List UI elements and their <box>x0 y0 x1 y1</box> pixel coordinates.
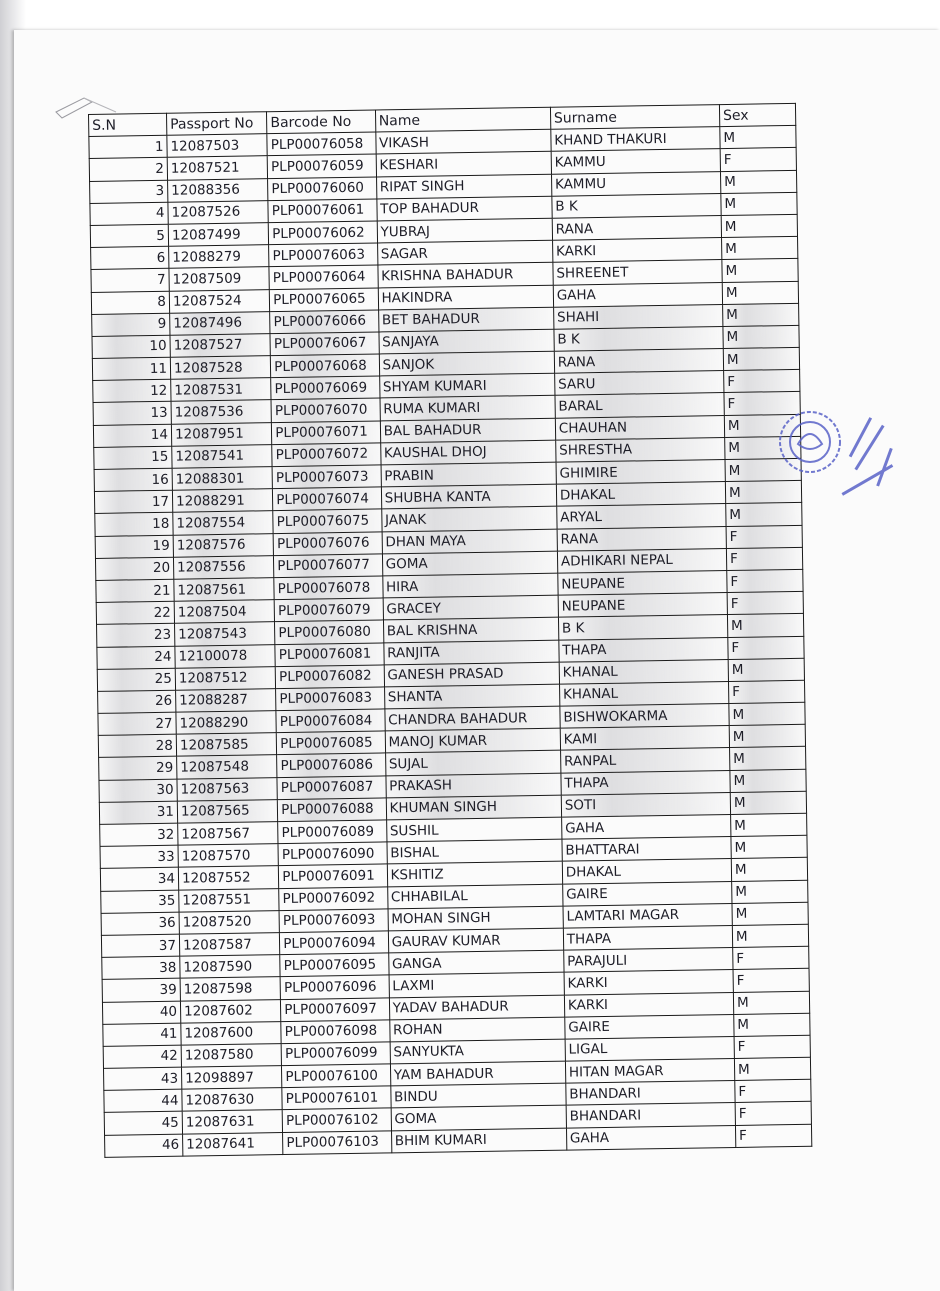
cell-sex: M <box>734 1057 810 1080</box>
cell-sex: M <box>720 126 796 149</box>
cell-surname: GAIRE <box>565 1014 734 1039</box>
cell-barcode-no: PLP00076075 <box>273 509 382 533</box>
cell-sex: M <box>720 170 796 193</box>
cell-surname: KARKI <box>564 992 733 1017</box>
cell-sex: M <box>721 214 797 237</box>
cell-surname: RANA <box>557 526 726 551</box>
cell-barcode-no: PLP00076085 <box>276 731 385 755</box>
cell-surname: PARAJULI <box>564 948 733 973</box>
cell-sn: 35 <box>101 890 179 913</box>
cell-name: KRISHNA BAHADUR <box>378 263 554 288</box>
cell-passport-no: 12088290 <box>176 711 277 735</box>
cell-surname: BHATTARAI <box>562 837 731 862</box>
cell-barcode-no: PLP00076095 <box>280 953 389 977</box>
cell-barcode-no: PLP00076078 <box>274 576 383 600</box>
cell-sex: F <box>727 569 803 592</box>
cell-barcode-no: PLP00076069 <box>271 376 380 400</box>
cell-surname: KARKI <box>552 238 721 263</box>
cell-surname: KARKI <box>564 970 733 995</box>
cell-sex: F <box>724 370 800 393</box>
cell-name: GOMA <box>382 551 558 576</box>
header-barcode-no: Barcode No <box>267 110 376 134</box>
cell-sn: 43 <box>103 1067 181 1090</box>
cell-passport-no: 12087951 <box>171 422 272 446</box>
cell-sn: 24 <box>97 646 175 669</box>
cell-passport-no: 12087570 <box>178 844 279 868</box>
cell-sn: 44 <box>104 1089 182 1112</box>
cell-sex: M <box>723 325 799 348</box>
cell-barcode-no: PLP00076083 <box>276 687 385 711</box>
cell-name: JANAK <box>381 507 557 532</box>
cell-sex: M <box>723 303 799 326</box>
cell-surname: B K <box>554 326 723 351</box>
cell-barcode-no: PLP00076093 <box>279 909 388 933</box>
cell-name: GOMA <box>391 1106 567 1131</box>
cell-name: BISHAL <box>387 839 563 864</box>
cell-name: KESHARI <box>376 152 552 177</box>
cell-sex: F <box>720 148 796 171</box>
cell-name: SHUBHA KANTA <box>381 484 557 509</box>
department-of-passports-seal <box>768 404 908 514</box>
cell-sn: 17 <box>94 490 172 513</box>
cell-sex: M <box>725 458 801 481</box>
cell-surname: GAHA <box>566 1125 735 1150</box>
cell-barcode-no: PLP00076079 <box>274 598 383 622</box>
cell-sex: M <box>721 192 797 215</box>
cell-name: MANOJ KUMAR <box>385 728 561 753</box>
cell-barcode-no: PLP00076063 <box>269 243 378 267</box>
cell-name: TOP BAHADUR <box>376 196 552 221</box>
cell-barcode-no: PLP00076076 <box>273 532 382 556</box>
cell-barcode-no: PLP00076071 <box>272 421 381 445</box>
cell-surname: BHANDARI <box>566 1081 735 1106</box>
cell-sex: M <box>733 991 809 1014</box>
cell-surname: KHANAL <box>559 659 728 684</box>
cell-surname: GAHA <box>553 282 722 307</box>
cell-passport-no: 12087509 <box>169 267 270 291</box>
cell-surname: DHAKAL <box>562 859 731 884</box>
cell-sn: 16 <box>94 468 172 491</box>
cell-sex: M <box>728 658 804 681</box>
table-body <box>89 126 812 1158</box>
cell-name: CHANDRA BAHADUR <box>385 706 561 731</box>
cell-sn: 12 <box>93 379 171 402</box>
cell-name: CHHABILAL <box>387 884 563 909</box>
cell-name: RIPAT SINGH <box>376 174 552 199</box>
cell-surname: SOTI <box>561 792 730 817</box>
cell-sn: 22 <box>96 601 174 624</box>
cell-surname: SHREENET <box>553 260 722 285</box>
cell-passport-no: 12087527 <box>170 334 271 358</box>
cell-surname: ARYAL <box>557 504 726 529</box>
cell-surname: GAIRE <box>562 881 731 906</box>
cell-barcode-no: PLP00076060 <box>268 177 377 201</box>
cell-surname: ADHIKARI NEPAL <box>557 548 726 573</box>
cell-passport-no: 12087520 <box>179 910 280 934</box>
cell-passport-no: 12087600 <box>181 1021 282 1045</box>
cell-sex: F <box>735 1080 811 1103</box>
cell-sn: 32 <box>100 823 178 846</box>
cell-sn: 33 <box>100 845 178 868</box>
cell-passport-no: 12087561 <box>174 578 275 602</box>
cell-sex: M <box>731 813 807 836</box>
cell-sn: 36 <box>101 912 179 935</box>
cell-sn: 10 <box>92 335 170 358</box>
cell-name: ROHAN <box>389 1017 565 1042</box>
cell-passport-no: 12088279 <box>169 245 270 269</box>
cell-barcode-no: PLP00076097 <box>281 997 390 1021</box>
header-name: Name <box>375 107 551 132</box>
cell-sn: 13 <box>93 402 171 425</box>
cell-passport-no: 12087641 <box>183 1132 284 1156</box>
cell-sex: F <box>733 946 809 969</box>
cell-name: BAL BAHADUR <box>380 418 556 443</box>
cell-barcode-no: PLP00076103 <box>283 1130 392 1154</box>
cell-surname: CHAUHAN <box>555 415 724 440</box>
cell-barcode-no: PLP00076098 <box>281 1020 390 1044</box>
passport-table <box>88 103 812 1158</box>
cell-passport-no: 12087587 <box>179 933 280 957</box>
cell-sn: 46 <box>105 1134 183 1157</box>
cell-name: VIKASH <box>375 129 551 154</box>
cell-passport-no: 12088287 <box>176 688 277 712</box>
cell-sex: F <box>734 1035 810 1058</box>
cell-barcode-no: PLP00076088 <box>278 798 387 822</box>
cell-sex: M <box>732 902 808 925</box>
cell-surname: SHRESTHA <box>556 437 725 462</box>
cell-barcode-no: PLP00076099 <box>281 1042 390 1066</box>
cell-sn: 20 <box>95 557 173 580</box>
cell-passport-no: 12087565 <box>177 799 278 823</box>
cell-passport-no: 12087499 <box>168 223 269 247</box>
cell-name: SAGAR <box>377 240 553 265</box>
cell-name: YUBRAJ <box>377 218 553 243</box>
cell-surname: HITAN MAGAR <box>565 1059 734 1084</box>
cell-passport-no: 12087528 <box>170 356 271 380</box>
cell-sex: M <box>729 702 805 725</box>
cell-barcode-no: PLP00076074 <box>273 487 382 511</box>
cell-sex: F <box>724 392 800 415</box>
cell-sn: 37 <box>101 934 179 957</box>
cell-name: LAXMI <box>389 972 565 997</box>
cell-sex: M <box>732 924 808 947</box>
cell-sn: 21 <box>96 579 174 602</box>
cell-surname: BISHWOKARMA <box>560 704 729 729</box>
cell-surname: KAMMU <box>551 171 720 196</box>
cell-name: PRAKASH <box>386 773 562 798</box>
cell-surname: THAPA <box>563 925 732 950</box>
cell-passport-no: 12087504 <box>174 600 275 624</box>
cell-passport-no: 12087503 <box>167 134 268 158</box>
cell-name: GAURAV KUMAR <box>388 928 564 953</box>
cell-sn: 45 <box>104 1112 182 1135</box>
cell-sex: F <box>728 636 804 659</box>
cell-passport-no: 12087548 <box>177 755 278 779</box>
cell-surname: THAPA <box>559 637 728 662</box>
cell-sex: M <box>725 436 801 459</box>
cell-barcode-no: PLP00076062 <box>268 221 377 245</box>
cell-sex: M <box>723 347 799 370</box>
cell-sex: M <box>730 769 806 792</box>
cell-passport-no: 12100078 <box>175 644 276 668</box>
cell-sn: 11 <box>92 357 170 380</box>
cell-surname: NEUPANE <box>558 570 727 595</box>
header-passport-no: Passport No <box>166 112 267 136</box>
cell-sn: 15 <box>94 446 172 469</box>
cell-surname: B K <box>552 193 721 218</box>
cell-sex: M <box>725 481 801 504</box>
cell-sn: 41 <box>103 1023 181 1046</box>
cell-passport-no: 12087630 <box>182 1088 283 1112</box>
cell-surname: DHAKAL <box>556 482 725 507</box>
cell-passport-no: 12087551 <box>179 888 280 912</box>
cell-name: SANJOK <box>379 351 555 376</box>
cell-barcode-no: PLP00076090 <box>278 842 387 866</box>
cell-name: KHUMAN SINGH <box>386 795 562 820</box>
cell-barcode-no: PLP00076070 <box>271 398 380 422</box>
cell-sn: 31 <box>99 801 177 824</box>
cell-passport-no: 12087536 <box>171 400 272 424</box>
cell-sex: M <box>727 614 803 637</box>
cell-sn: 8 <box>91 291 169 314</box>
cell-sex: F <box>733 969 809 992</box>
cell-name: HIRA <box>382 573 558 598</box>
cell-surname: B K <box>558 615 727 640</box>
cell-passport-no: 12087531 <box>171 378 272 402</box>
cell-surname: RANA <box>552 216 721 241</box>
cell-barcode-no: PLP00076089 <box>278 820 387 844</box>
cell-sex: F <box>735 1124 811 1147</box>
cell-surname: KHAND THAKURI <box>551 127 720 152</box>
cell-sn: 34 <box>100 868 178 891</box>
cell-passport-no: 12087585 <box>176 733 277 757</box>
cell-name: GRACEY <box>383 595 559 620</box>
cell-sex: F <box>726 547 802 570</box>
cell-barcode-no: PLP00076100 <box>282 1064 391 1088</box>
cell-surname: KHANAL <box>559 681 728 706</box>
cell-sn: 28 <box>98 734 176 757</box>
cell-passport-no: 12087602 <box>180 999 281 1023</box>
cell-barcode-no: PLP00076096 <box>280 975 389 999</box>
cell-passport-no: 12087631 <box>182 1110 283 1134</box>
cell-name: HAKINDRA <box>378 285 554 310</box>
cell-sex: M <box>722 281 798 304</box>
cell-name: YAM BAHADUR <box>390 1061 566 1086</box>
cell-name: BHIM KUMARI <box>391 1128 567 1153</box>
cell-surname: LIGAL <box>565 1036 734 1061</box>
cell-barcode-no: PLP00076084 <box>276 709 385 733</box>
cell-sex: M <box>731 858 807 881</box>
cell-surname: KAMI <box>560 726 729 751</box>
header-sn: S.N <box>89 113 167 136</box>
cell-sn: 38 <box>102 956 180 979</box>
cell-name: KAUSHAL DHOJ <box>380 440 556 465</box>
cell-surname: SARU <box>554 371 723 396</box>
cell-sn: 6 <box>91 246 169 269</box>
cell-name: MOHAN SINGH <box>388 906 564 931</box>
cell-name: BINDU <box>390 1083 566 1108</box>
cell-barcode-no: PLP00076064 <box>269 265 378 289</box>
cell-surname: BARAL <box>555 393 724 418</box>
cell-passport-no: 12088291 <box>172 489 273 513</box>
cell-sex: M <box>726 503 802 526</box>
cell-name: PRABIN <box>381 462 557 487</box>
cell-surname: BHANDARI <box>566 1103 735 1128</box>
cell-name: RANJITA <box>383 640 559 665</box>
cell-sn: 19 <box>95 535 173 558</box>
cell-passport-no: 12087576 <box>173 533 274 557</box>
cell-barcode-no: PLP00076087 <box>277 776 386 800</box>
cell-sex: M <box>729 725 805 748</box>
cell-passport-no: 12098897 <box>181 1066 282 1090</box>
cell-name: RUMA KUMARI <box>380 396 556 421</box>
cell-passport-no: 12087554 <box>173 511 274 535</box>
cell-name: KSHITIZ <box>387 862 563 887</box>
cell-barcode-no: PLP00076102 <box>282 1108 391 1132</box>
cell-name: SUSHIL <box>386 817 562 842</box>
cell-surname: THAPA <box>561 770 730 795</box>
cell-surname: RANA <box>554 349 723 374</box>
cell-sn: 1 <box>89 135 167 158</box>
cell-passport-no: 12087563 <box>177 777 278 801</box>
cell-barcode-no: PLP00076058 <box>267 132 376 156</box>
header-surname: Surname <box>550 105 719 130</box>
cell-barcode-no: PLP00076072 <box>272 443 381 467</box>
cell-passport-no: 12087526 <box>168 200 269 224</box>
cell-sex: M <box>722 236 798 259</box>
cell-barcode-no: PLP00076086 <box>277 753 386 777</box>
cell-sex: F <box>735 1102 811 1125</box>
cell-sn: 40 <box>102 1001 180 1024</box>
cell-name: SHYAM KUMARI <box>379 373 555 398</box>
cell-sn: 42 <box>103 1045 181 1068</box>
cell-sn: 26 <box>98 690 176 713</box>
cell-sn: 4 <box>90 202 168 225</box>
cell-name: BET BAHADUR <box>378 307 554 332</box>
cell-barcode-no: PLP00076081 <box>275 642 384 666</box>
cell-barcode-no: PLP00076067 <box>270 332 379 356</box>
cell-barcode-no: PLP00076092 <box>279 886 388 910</box>
cell-sex: F <box>728 680 804 703</box>
cell-sn: 30 <box>99 779 177 802</box>
cell-surname: RANPAL <box>560 748 729 773</box>
cell-surname: KAMMU <box>551 149 720 174</box>
cell-surname: GAHA <box>561 814 730 839</box>
cell-barcode-no: PLP00076073 <box>272 465 381 489</box>
cell-sn: 39 <box>102 978 180 1001</box>
cell-sn: 25 <box>97 668 175 691</box>
cell-sex: M <box>722 259 798 282</box>
cell-passport-no: 12087543 <box>174 622 275 646</box>
cell-passport-no: 12087496 <box>170 311 271 335</box>
cell-sex: M <box>731 835 807 858</box>
cell-sex: M <box>730 791 806 814</box>
cell-name: GANGA <box>388 950 564 975</box>
cell-passport-no: 12087567 <box>178 822 279 846</box>
cell-barcode-no: PLP00076059 <box>267 154 376 178</box>
cell-sn: 2 <box>89 158 167 181</box>
cell-name: SUJAL <box>385 751 561 776</box>
cell-surname: SHAHI <box>553 304 722 329</box>
cell-sex: M <box>732 880 808 903</box>
cell-barcode-no: PLP00076061 <box>268 199 377 223</box>
cell-sn: 23 <box>97 624 175 647</box>
cell-passport-no: 12087541 <box>172 444 273 468</box>
cell-passport-no: 12087590 <box>180 955 281 979</box>
cell-passport-no: 12087512 <box>175 666 276 690</box>
cell-sn: 7 <box>91 269 169 292</box>
cell-sex: F <box>726 525 802 548</box>
cell-sex: M <box>734 1013 810 1036</box>
cell-barcode-no: PLP00076080 <box>275 620 384 644</box>
cell-sn: 5 <box>90 224 168 247</box>
cell-barcode-no: PLP00076077 <box>274 554 383 578</box>
cell-sn: 14 <box>93 424 171 447</box>
cell-name: DHAN MAYA <box>382 529 558 554</box>
cell-sn: 9 <box>92 313 170 336</box>
cell-barcode-no: PLP00076065 <box>270 287 379 311</box>
cell-name: BAL KRISHNA <box>383 617 559 642</box>
cell-passport-no: 12087552 <box>178 866 279 890</box>
cell-name: YADAV BAHADUR <box>389 995 565 1020</box>
cell-name: SANYUKTA <box>390 1039 566 1064</box>
cell-passport-no: 12087524 <box>169 289 270 313</box>
cell-sex: M <box>724 414 800 437</box>
cell-passport-no: 12087598 <box>180 977 281 1001</box>
cell-sex: F <box>727 591 803 614</box>
cell-name: GANESH PRASAD <box>384 662 560 687</box>
cell-passport-no: 12087556 <box>173 555 274 579</box>
passenger-list-sheet <box>88 103 834 1158</box>
cell-surname: GHIMIRE <box>556 460 725 485</box>
cell-surname: LAMTARI MAGAR <box>563 903 732 928</box>
cell-passport-no: 12087580 <box>181 1043 282 1067</box>
cell-sn: 29 <box>99 757 177 780</box>
cell-passport-no: 12087521 <box>167 156 268 180</box>
cell-barcode-no: PLP00076066 <box>270 310 379 334</box>
cell-sex: M <box>730 747 806 770</box>
cell-name: SANJAYA <box>379 329 555 354</box>
cell-barcode-no: PLP00076101 <box>282 1086 391 1110</box>
cell-barcode-no: PLP00076082 <box>275 665 384 689</box>
cell-sn: 18 <box>95 513 173 536</box>
cell-name: SHANTA <box>384 684 560 709</box>
cell-passport-no: 12088356 <box>168 178 269 202</box>
cell-barcode-no: PLP00076068 <box>271 354 380 378</box>
header-sex: Sex <box>719 103 795 126</box>
cell-surname: NEUPANE <box>558 593 727 618</box>
cell-passport-no: 12088301 <box>172 467 273 491</box>
cell-barcode-no: PLP00076091 <box>279 864 388 888</box>
cell-sn: 27 <box>98 712 176 735</box>
cell-sn: 3 <box>90 180 168 203</box>
cell-barcode-no: PLP00076094 <box>280 931 389 955</box>
